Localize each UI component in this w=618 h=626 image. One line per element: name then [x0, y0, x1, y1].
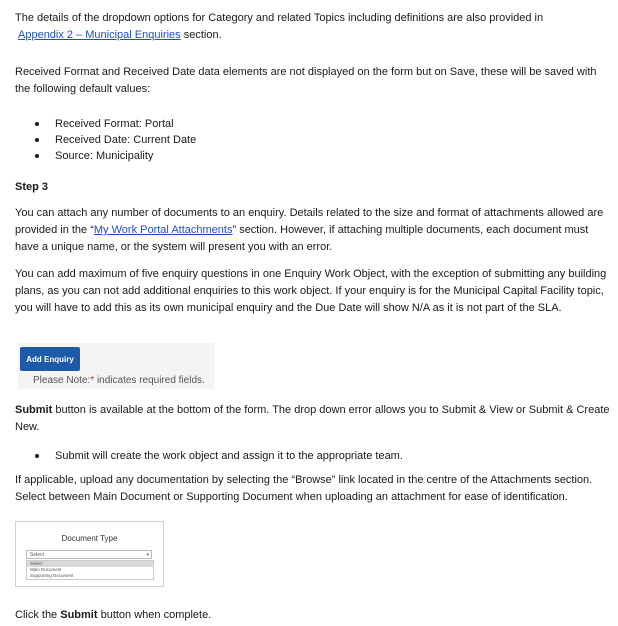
- required-fields-note: Please Note:* indicates required fields.: [33, 375, 205, 386]
- add-enquiry-button[interactable]: Add Enquiry: [20, 347, 80, 371]
- submit-list: [35, 448, 403, 464]
- document-type-screenshot: [15, 521, 164, 587]
- paragraph-attachments: [15, 205, 613, 256]
- appendix-2-link[interactable]: Appendix 2 – Municipal Enquiries: [18, 29, 181, 41]
- paragraph-click-submit: Click the Submit button when complete.: [15, 609, 212, 621]
- step-3-heading: Step 3: [15, 181, 49, 193]
- list-item: Received Date: Current Date: [35, 132, 196, 148]
- option-select[interactable]: Select: [27, 561, 153, 567]
- list-item: Source: Municipality: [35, 148, 196, 164]
- paragraph-submit-button: Submit button is available at the bottom of the form. The drop down error allows you to Submit & View or Submit & Create New.: [15, 404, 610, 433]
- paragraph-appendix-text: The details of the dropdown options for Category and related Topics including definitions are also provided in: [15, 12, 544, 24]
- document-type-options: [26, 560, 154, 580]
- paragraph-default-values: Received Format and Received Date data elements are not displayed on the form but on Save, these will be saved with the following default values:: [15, 66, 597, 95]
- required-star: *: [90, 375, 95, 386]
- paragraph-upload: If applicable, upload any documentation by selecting the “Browse” link located in the centre of the Attachments section. Select between Main Document or Supporting Document when uploading an attachment for ease of identification.: [15, 474, 593, 503]
- appendix-suffix: section.: [180, 29, 222, 41]
- chevron-down-icon: ▾: [146, 552, 149, 558]
- add-enquiry-screenshot: [18, 343, 215, 389]
- list-item: Submit will create the work object and assign it to the appropriate team.: [35, 448, 403, 464]
- attachments-text-after: ” section. However, if attaching multiple documents, each document must have a unique name, or the system will present you with an error.: [15, 224, 589, 253]
- default-values-list: [35, 116, 196, 164]
- submit-bold: Submit: [15, 404, 53, 416]
- list-item: Received Format: Portal: [35, 116, 196, 132]
- submit-bold: Submit: [60, 609, 98, 621]
- paragraph-enquiry-limit: You can add maximum of five enquiry questions in one Enquiry Work Object, with the exception of submitting any building plans, as you can not add additional enquiries to this work object. If your enquiry is for the Municipal Capital Facility topic, you will have to add this as its own municipal enquiry and the Due Date will show N/A as it is not part of the SLA.: [15, 268, 607, 314]
- document-type-label: Document Type: [61, 534, 118, 543]
- option-supporting-document[interactable]: Supporting Document: [30, 573, 74, 578]
- attachments-text-before: You can attach any number of documents to an enquiry. Details related to the size and format of attachments allowed are provided in the “: [15, 207, 604, 236]
- paragraph-appendix: [15, 10, 613, 44]
- option-main-document[interactable]: Main Document: [30, 567, 62, 572]
- my-work-portal-attachments-link[interactable]: My Work Portal Attachments: [93, 224, 233, 236]
- document-type-select[interactable]: Select ▾: [26, 550, 152, 559]
